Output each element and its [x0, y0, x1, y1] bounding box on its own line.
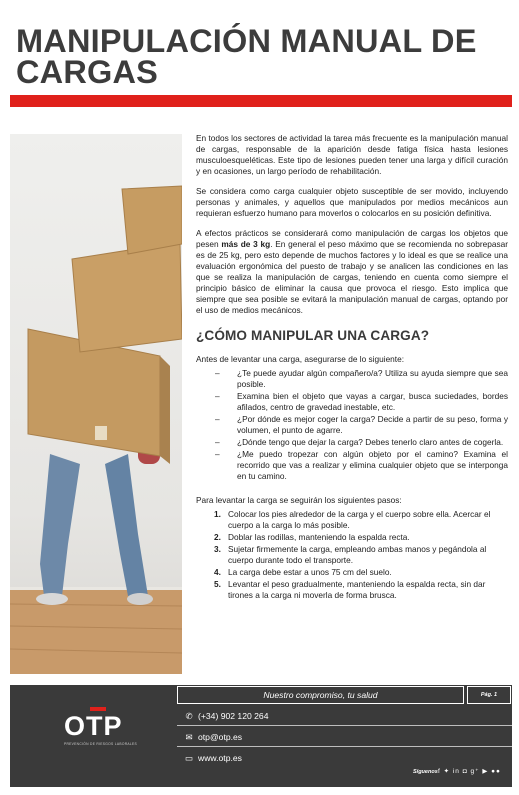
photo-illustration [10, 134, 182, 674]
monitor-icon: ▭ [184, 753, 194, 763]
slogan: Nuestro compromiso, tu salud [177, 686, 464, 704]
list-item: 3. Sujetar firmemente la carga, empleando ambas manos y pegándola al cuerpo durante todo el transporte. [214, 544, 487, 565]
company-logo [10, 685, 175, 787]
list-item: 1. Colocar los pies alrededor de la carga y el cuerpo sobre ella. Acercar el cuerpo a la carga lo más posible. [214, 509, 491, 530]
intro-paragraph-2: Se considera como carga cualquier objeto susceptible de ser movido, incluyendo personas y animales, y aquellos que manipulados por medios mecánicos aun requieran esfuerzo humano para moverlos o colocarlos en su posición definitiva. [196, 186, 508, 218]
list-item: 5. Levantar el peso gradualmente, manteniendo la espalda recta, sin dar tirones a la carga ni moverla de forma brusca. [214, 579, 486, 600]
logo-tagline: PREVENCIÓN DE RIESGOS LABORALES [64, 742, 138, 746]
email-address: otp@otp.es [198, 732, 243, 742]
phone-number: (+34) 902 120 264 [198, 711, 269, 721]
middle-box [72, 242, 182, 352]
page-title [16, 23, 511, 90]
list-item: – Examina bien el objeto que vayas a cargar, busca suciedades, bordes afilados, centro de gravedad inestable, etc. [215, 391, 508, 412]
logo-wordmark: OTP [64, 711, 123, 741]
page-number: Pág. 1 [467, 686, 511, 704]
steps-intro: Para levantar la carga se seguirán los siguientes pasos: [196, 495, 402, 505]
title-accent-bar [10, 95, 512, 107]
list-item: 4. La carga debe estar a unos 75 cm del suelo. [214, 567, 392, 577]
left-leg [40, 454, 80, 596]
list-item: 2. Doblar las rodillas, manteniendo la espalda recta. [214, 532, 410, 542]
article-body [196, 133, 508, 602]
person-carrying-boxes-photo [10, 134, 182, 674]
footer [10, 685, 512, 787]
phone-icon: ✆ [185, 711, 193, 721]
web-contact[interactable] [177, 748, 512, 768]
right-shoe [127, 593, 153, 605]
intro-paragraph-3: A efectos prácticos se considerará como manipulación de cargas los objetos que pesen más de 3 kg. En general el peso máximo que se recomienda no sobrepasar es de 25 kg, pero esto depende de muchos factores y lo ideal es que se realice una evaluación ergonómica del puesto de trabajo y se analicen las condiciones en las que se realiza la manipulación de cargas, teniendo en cuenta como siempre el principio básico de eliminar la causa que provoca el riesgo. Esto implica que siempre que sea posible se evitará la manipulación manual de cargas, optando por el uso de medios mecánicos. [196, 228, 508, 315]
envelope-icon: ✉ [185, 732, 193, 742]
right-leg [105, 454, 148, 596]
page-title-line-1: MANIPULACIÓN MANUAL DE [16, 23, 477, 59]
wooden-floor [10, 589, 182, 674]
phone-contact[interactable] [177, 706, 512, 726]
website-link: www.otp.es [198, 753, 242, 763]
social-icons[interactable]: f ✦ in ◘ g⁺ ▶ ●● [438, 768, 501, 775]
weight-threshold: más de 3 kg [221, 239, 271, 249]
left-shoe [36, 593, 68, 605]
follow-label: Síguenos [413, 769, 438, 775]
list-item: – ¿Por dónde es mejor coger la carga? Decide a partir de su peso, forma y volumen, el punto de agarre. [215, 414, 508, 435]
list-item: – ¿Te puede ayudar algún compañero/a? Utiliza su ayuda siempre que sea posible. [215, 368, 508, 389]
list-item: – ¿Me puedo tropezar con algún objeto por el camino? Examina el recorrido que vas a realizar y elimina cualquier objeto que se interponga en tu camino. [215, 449, 508, 481]
checks-intro: Antes de levantar una carga, asegurarse de lo siguiente: [196, 354, 405, 364]
section-heading: ¿CÓMO MANIPULAR UNA CARGA? [196, 328, 430, 343]
steps-list [196, 509, 508, 601]
intro-paragraph-1: En todos los sectores de actividad la tarea más frecuente es la manipulación manual de cargas, responsable de la aparición desde fatiga física hasta lesiones musculoesqueléticas. Este tipo de lesiones pueden tener una larga y difícil curación y en ocasiones, un largo período de rehabilitación. [196, 133, 508, 176]
email-contact[interactable] [177, 727, 512, 747]
top-box [122, 186, 182, 254]
logo-accent-icon [90, 707, 106, 713]
page-title-line-2: CARGAS [16, 54, 159, 90]
list-item: – ¿Dónde tengo que dejar la carga? Debes tenerlo claro antes de cogerla. [215, 437, 504, 447]
checks-list [196, 368, 508, 482]
